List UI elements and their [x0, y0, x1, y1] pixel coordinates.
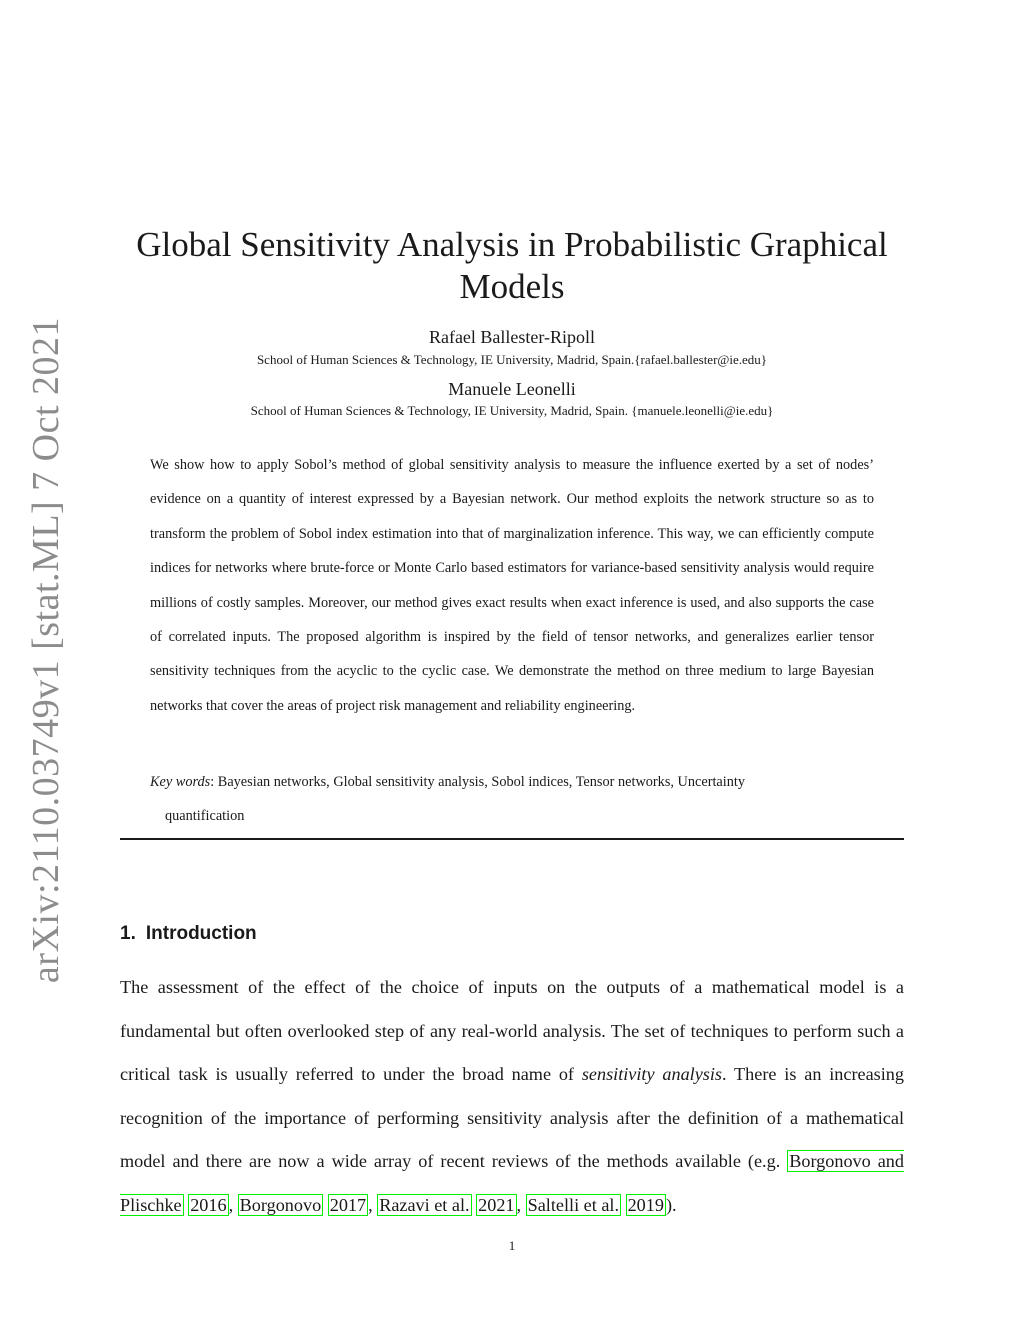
- citation-link[interactable]: Borgonovo and Plischke: [120, 1151, 904, 1215]
- intro-paragraph: The assessment of the effect of the choice of inputs on the outputs of a mathematical model is a fundamental but often overlooked step of any real-world analysis. The set of techniques to perform such a critical task is usually referred to under the broad name of sensitivity analysis. There is an increasing recognition of the importance of performing sensitivity analysis after the definition of a mathematical model and there are now a wide array of recent reviews of the methods available (e.g. Borgonovo and Plischke 2016 , Borgonovo 2017 , Razavi et al. 2021 , Saltelli et al. 2019 ).: [120, 977, 904, 1215]
- author-affiliation-1: School of Human Sciences & Technology, IE University, Madrid, Spain.{rafael.ballester@ie.edu}: [256, 352, 768, 367]
- keywords: [150, 765, 874, 834]
- citation-year-link[interactable]: 2019: [627, 1194, 664, 1215]
- section-number: 1.: [120, 923, 136, 944]
- keywords-text: Bayesian networks, Global sensitivity analysis, Sobol indices, Tensor networks, Uncertainty: [217, 774, 746, 790]
- citation-link[interactable]: Razavi et al.: [379, 1194, 470, 1215]
- keywords-colon: :: [210, 774, 218, 790]
- citation-year-link[interactable]: 2016: [190, 1194, 227, 1215]
- abstract-divider: [120, 838, 904, 840]
- keywords-label: Key words: [150, 774, 211, 790]
- abstract: We show how to apply Sobol’s method of global sensitivity analysis to measure the influence exerted by a set of nodes’ evidence on a quantity of interest expressed by a Bayesian network. Our method exploits the network structure so as to transform the problem of Sobol index estimation into that of marginalization inference. This way, we can efficiently compute indices for networks where brute-force or Monte Carlo based estimators for variance-based sensitivity analysis would require millions of costly samples. Moreover, our method gives exact results when exact inference is used, and also supports the case of correlated inputs. The proposed algorithm is inspired by the field of tensor networks, and generalizes earlier tensor sensitivity techniques from the acyclic to the cyclic case. We demonstrate the method on three medium to large Bayesian networks that cover the areas of project risk management and reliability engineering.: [150, 457, 874, 714]
- author-affiliation-2: School of Human Sciences & Technology, IE University, Madrid, Spain. {manuele.leonelli@ie.edu}: [250, 403, 774, 418]
- section-title: Introduction: [145, 923, 257, 944]
- intro-text-2: . There is an increasing recognition of the importance of performing sensitivity analysis after the definition of a mathematical model and there are now a wide array of recent reviews of the methods available (e.g.: [120, 1064, 904, 1171]
- paper-title: [120, 224, 904, 308]
- title-line-1: Global Sensitivity Analysis in Probabilistic Graphical: [136, 225, 888, 264]
- citation-year-link[interactable]: 2021: [478, 1194, 515, 1215]
- citation-link[interactable]: Borgonovo: [239, 1194, 322, 1215]
- author-name-1: Rafael Ballester-Ripoll: [428, 327, 596, 347]
- arxiv-identifier: arXiv:2110.03749v1 [stat.ML] 7 Oct 2021: [25, 316, 67, 984]
- author-name-2: Manuele Leonelli: [448, 379, 576, 399]
- section-heading: [120, 923, 257, 945]
- page-number: 1: [508, 1238, 516, 1253]
- keywords-continuation: quantification: [165, 808, 245, 825]
- intro-text-1: The assessment of the effect of the choice of inputs on the outputs of a mathematical model is a fundamental but often overlooked step of any real-world analysis. The set of techniques to perform such a critical task is usually referred to under the broad name of: [120, 977, 904, 1084]
- citation-year-link[interactable]: 2017: [329, 1194, 367, 1215]
- intro-end: ).: [665, 1194, 677, 1215]
- intro-emphasis: sensitivity analysis: [581, 1064, 723, 1084]
- title-line-2: Models: [459, 267, 565, 306]
- citation-link[interactable]: Saltelli et al.: [527, 1194, 620, 1215]
